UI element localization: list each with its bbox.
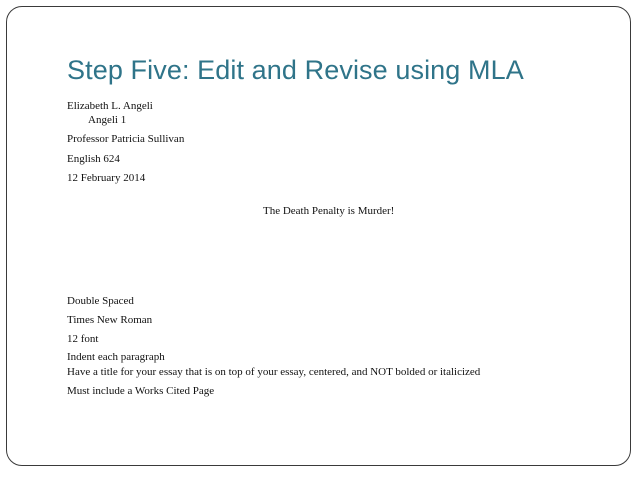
guideline-item: Have a title for your essay that is on top of your essay, centered, and NOT bolded or italicized (67, 366, 481, 378)
slide-title: Step Five: Edit and Revise using MLA (67, 55, 524, 85)
author-name: Elizabeth L. Angeli (67, 100, 153, 112)
essay-title: The Death Penalty is Murder! (263, 205, 395, 217)
guideline-item: Must include a Works Cited Page (67, 385, 215, 397)
page-header: Angeli 1 (88, 114, 127, 126)
course-name: English 624 (67, 153, 120, 165)
date: 12 February 2014 (67, 172, 146, 184)
professor-name: Professor Patricia Sullivan (67, 133, 185, 145)
guideline-item: Times New Roman (67, 314, 153, 326)
guideline-item: 12 font (67, 333, 99, 345)
guideline-item: Indent each paragraph (67, 351, 165, 363)
guideline-item: Double Spaced (67, 295, 134, 307)
